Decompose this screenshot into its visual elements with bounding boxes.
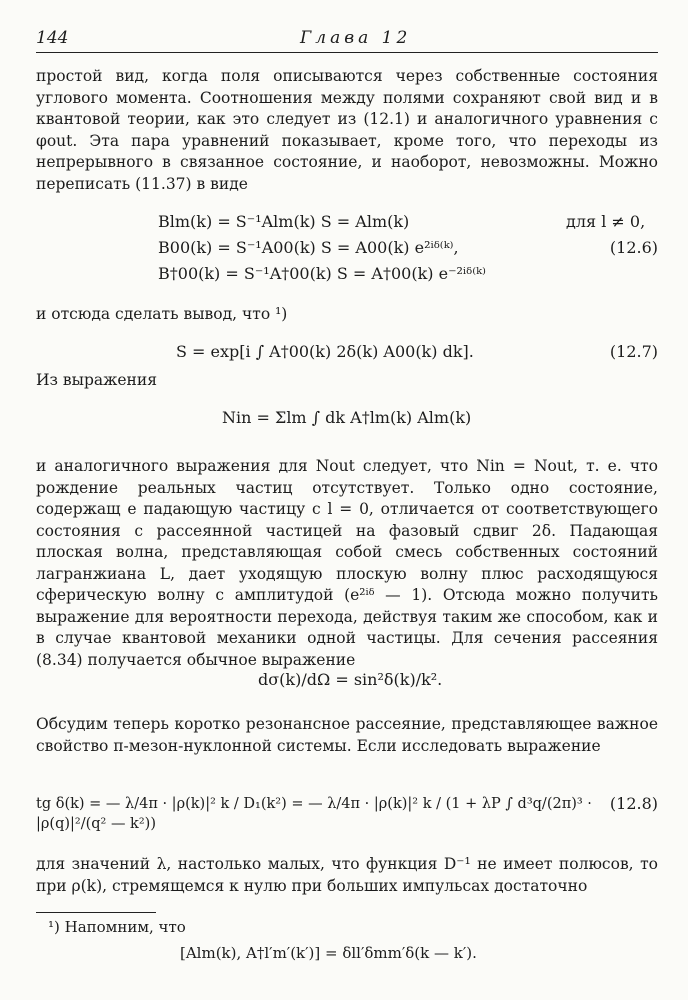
equation-12-8: tg δ(k) = — λ/4π · |ρ(k)|² k / D₁(k²) = — λ/4π · |ρ(k)|² k / (1 + λP ∫ d³q/(2π)³ · |ρ(q)|²/(q² — k²)) [36,796,592,832]
header-rule [36,52,658,53]
equation-12-8-number: (12.8) [609,794,658,813]
footnote-text: ¹) Напомним, что [48,918,186,936]
equation-12-6-condition: для l ≠ 0, [566,212,646,231]
paragraph-1: простой вид, когда поля описываются через собственные состояния углового момента. Соотношения между полями сохраняют свой вид и в квантовой теории, как это следует из (12.1) и аналогичного уравнения с φout. Эта пара уравнений показывает, кроме того, что переходы из непрерывного в связанное состояние, и наоборот, невозможны. Можно переписать (11.37) в виде [36,67,658,193]
footnote-rule [36,912,156,913]
paragraph-3: Из выражения [36,371,157,389]
page-number: 144 [36,28,69,48]
equation-12-6-line-3: B†00(k) = S⁻¹A†00(k) S = A†00(k) e⁻²ⁱᵟ⁽ᵏ⁾ [158,264,486,283]
equation-cross-section: dσ(k)/dΩ = sin²δ(k)/k². [258,670,443,689]
equation-12-6-number: (12.6) [609,238,658,257]
chapter-title: Глава 12 [300,28,412,48]
equation-12-7-number: (12.7) [609,342,658,361]
footnote-equation: [Alm(k), A†l′m′(k′)] = δll′δmm′δ(k — k′). [180,944,477,962]
equation-12-6-line-2: B00(k) = S⁻¹A00(k) S = A00(k) e²ⁱᵟ⁽ᵏ⁾, [158,238,459,257]
paragraph-2: и отсюда сделать вывод, что ¹) [36,305,288,323]
equation-12-6-line-1: Blm(k) = S⁻¹Alm(k) S = Alm(k) [158,212,410,231]
equation-n-in: Nin = Σlm ∫ dk A†lm(k) Alm(k) [222,408,472,427]
paragraph-4: и аналогичного выражения для Nout следует, что Nin = Nout, т. е. что рождение реальных частиц отсутствует. Только одно состояние, содержащ е падающую частицу с l = 0, отличается от соответствующего состояния с рассеянной частицей на фазовый сдвиг 2δ. Падающая плоская волна, представляющая собой смесь собственных состояний лагранжиана L, дает уходящую плоскую волну плюс расходящуюся сферическую волну с амплитудой (e²ⁱᵟ — 1). Отсюда можно получить выражение для вероятности перехода, действуя таким же способом, как и в случае квантовой механики одной частицы. Для сечения рассеяния (8.34) получается обычное выражение [36,457,658,669]
equation-12-7: S = exp[i ∫ A†00(k) 2δ(k) A00(k) dk]. [176,342,474,361]
paragraph-6: для значений λ, настолько малых, что функция D⁻¹ не имеет полюсов, то при ρ(k), стремящемся к нулю при больших импульсах достаточно [36,855,658,895]
paragraph-5: Обсудим теперь коротко резонансное рассеяние, представляющее важное свойство π-мезон-нуклонной системы. Если исследовать выражение [36,715,658,755]
